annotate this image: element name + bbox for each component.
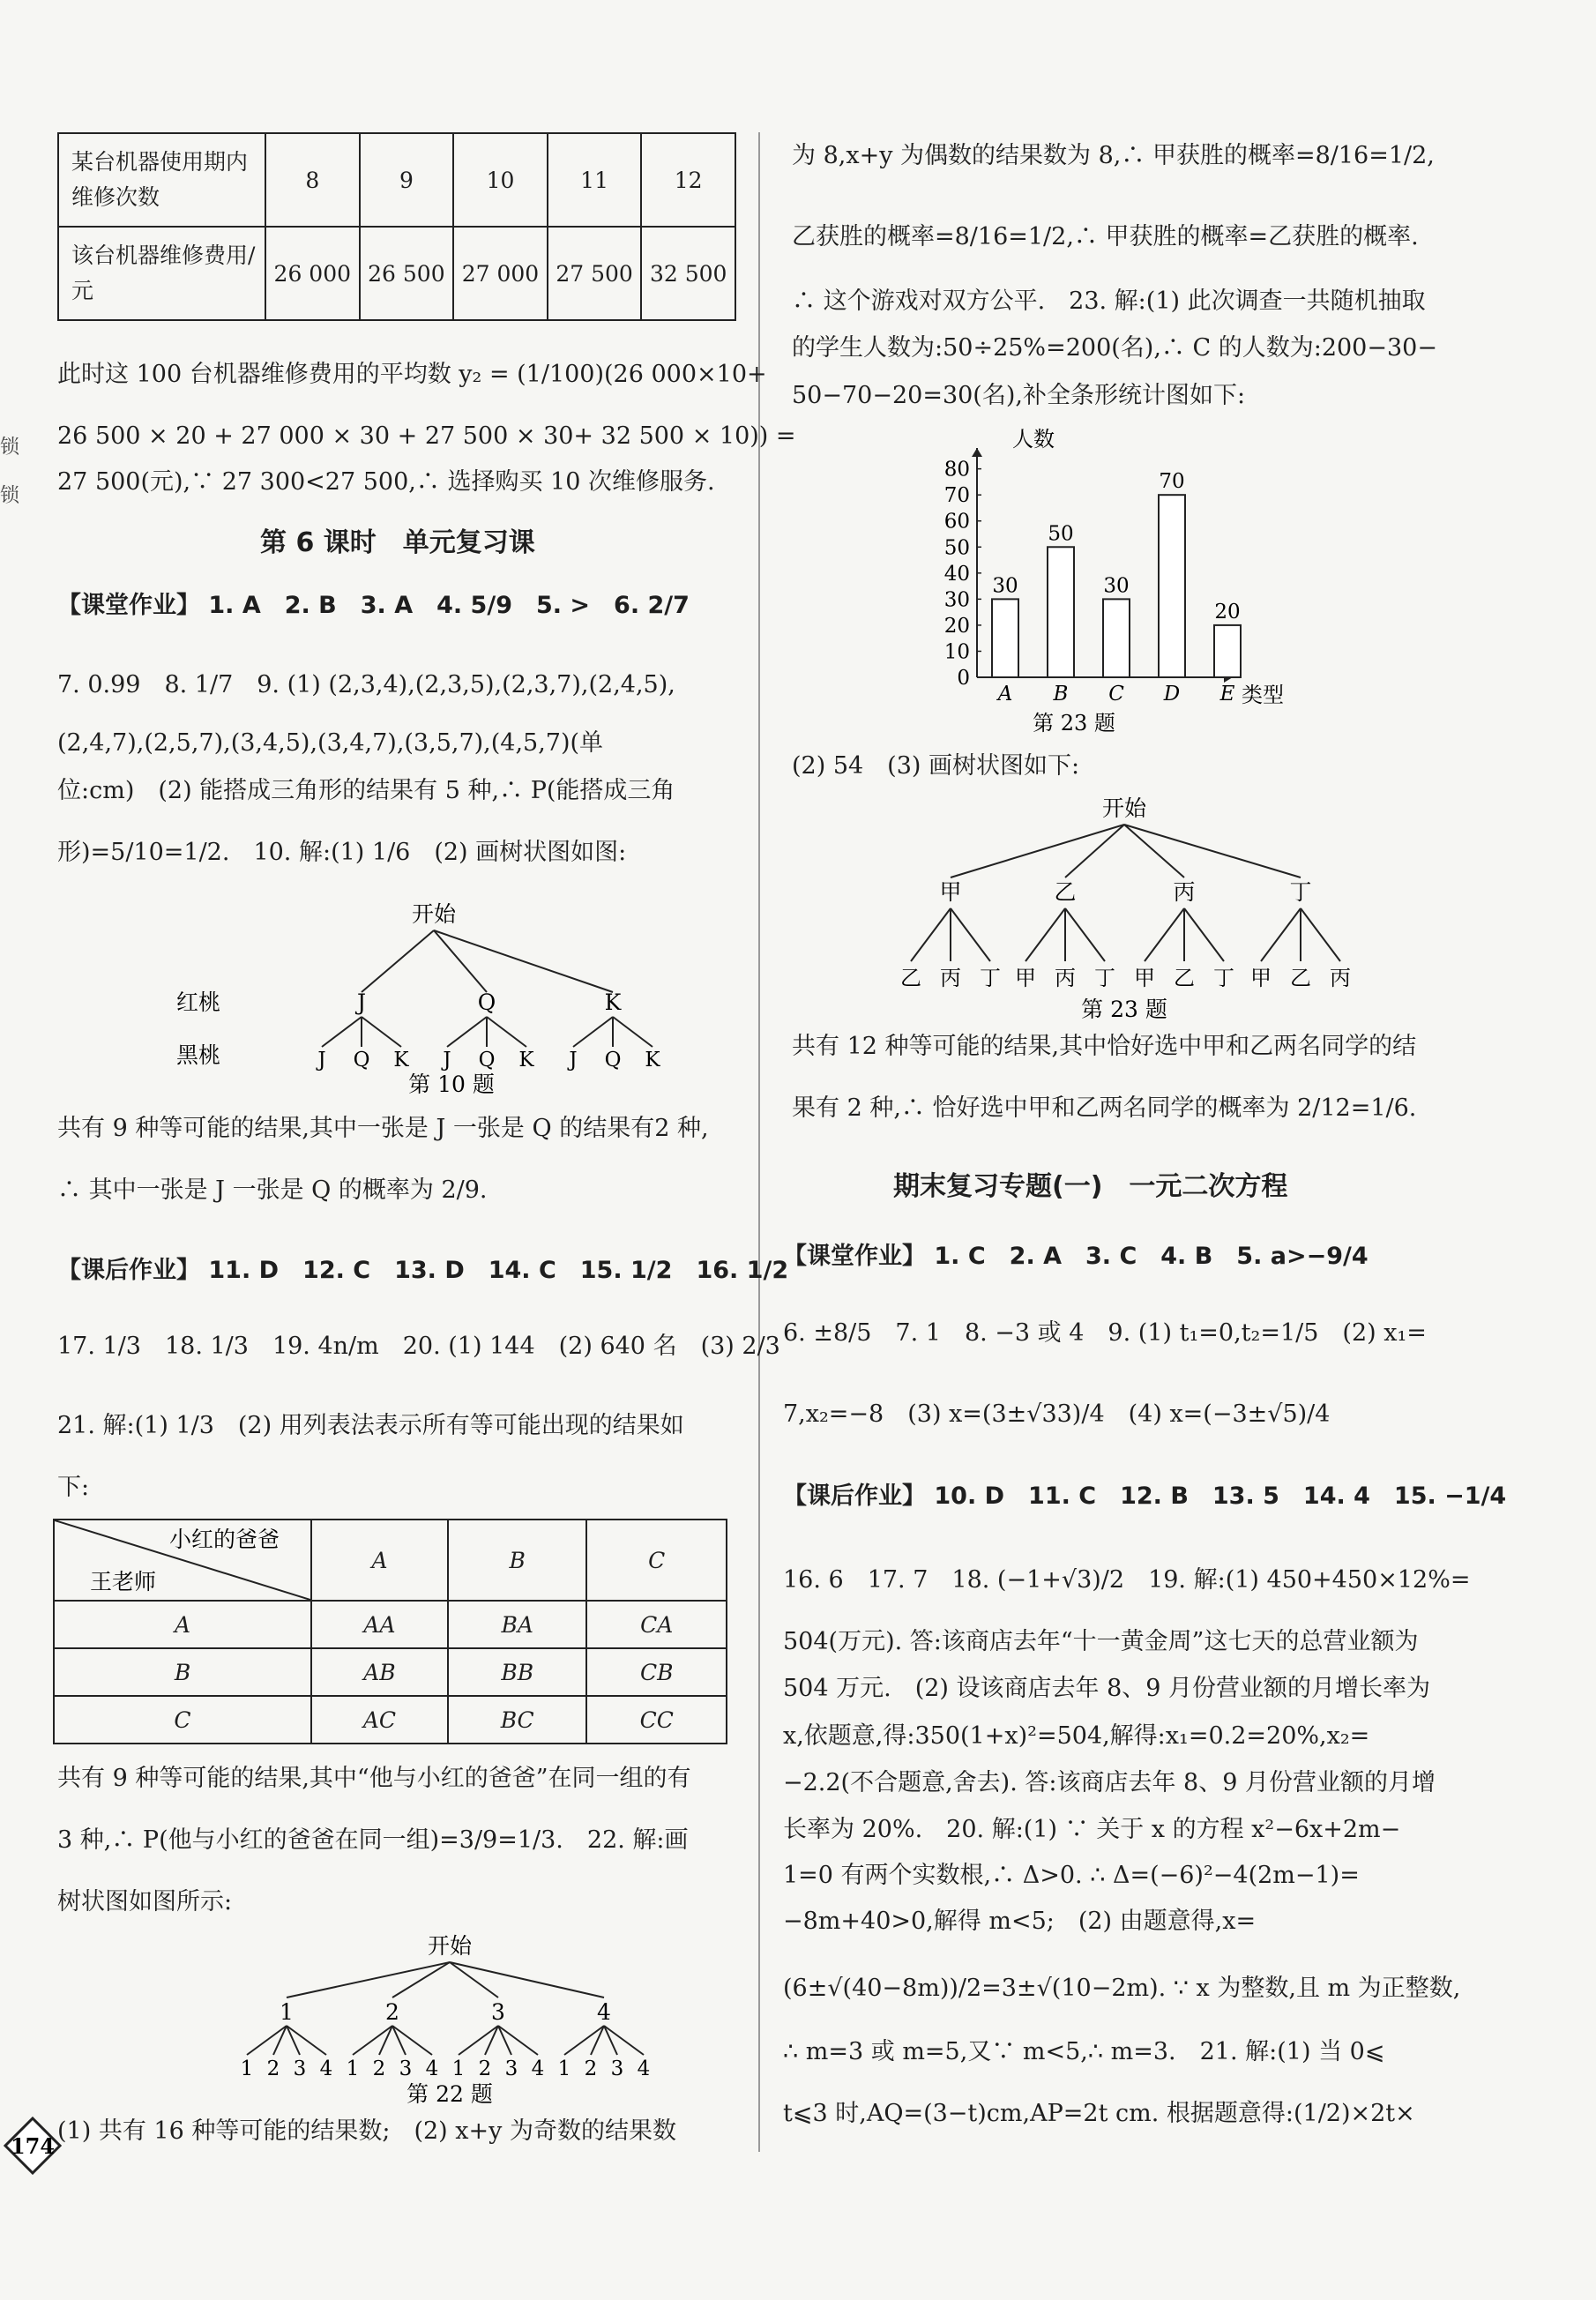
tree-node-level1: 4 [597, 1999, 611, 2025]
tree-node-level2: 3 [293, 2057, 307, 2080]
bar-data-label: 30 [992, 574, 1018, 598]
text-line: 26 500 × 20 + 27 000 × 30 + 27 500 × 30+ 32 500 × 10)) = [57, 422, 796, 450]
tree-node-level2: 甲 [1134, 966, 1155, 990]
text-line: 共有 12 种等可能的结果,其中恰好选中甲和乙两名同学的结 [792, 1033, 1417, 1060]
text-line: (6±√(40−8m))/2=3±√(10−2m). ∵ x 为整数,且 m 为正整数, [783, 1975, 1461, 2002]
text-line: 共有 9 种等可能的结果,其中一张是 J 一张是 Q 的结果有2 种, [57, 1115, 709, 1142]
table-row-header: B [54, 1648, 311, 1696]
tree-branch [1124, 825, 1184, 877]
y-axis-arrow [972, 448, 982, 457]
tree-node-level1: 1 [280, 1999, 294, 2025]
y-tick-label: 10 [943, 640, 970, 664]
bar-data-label: 50 [1048, 522, 1074, 546]
margin-mark: 锁 [0, 437, 20, 459]
section-title: 第 6 课时 单元复习课 [260, 527, 535, 558]
figure-caption: 第 23 题 [1081, 997, 1167, 1022]
bar [992, 599, 1018, 677]
tree-branch [1301, 908, 1340, 961]
tree-root: 开始 [411, 901, 457, 927]
text-line: −2.2(不合题意,舍去). 答:该商店去年 8、9 月份营业额的月增 [783, 1769, 1436, 1796]
tree-node-level2: 丁 [980, 966, 1001, 990]
table-cell: BA [448, 1601, 587, 1648]
tree-node-level2: 4 [425, 2057, 439, 2080]
tree-node-level1: 丙 [1173, 879, 1196, 905]
tree-node-level2: 3 [504, 2057, 518, 2080]
tree-node-level2: K [518, 1049, 534, 1072]
text-line: (1) 共有 16 种等可能的结果数; (2) x+y 为奇数的结果数 [57, 2117, 676, 2145]
tree-node-level2: 3 [610, 2057, 624, 2080]
table-cell: AC [311, 1696, 448, 1744]
bar [1214, 625, 1241, 677]
tree-node-level1: 甲 [939, 879, 962, 905]
tree-branch [1124, 825, 1301, 877]
x-tick-label: C [1108, 683, 1124, 706]
text-line: 7,x₂=−8 (3) x=(3±√33)/4 (4) x=(−3±√5)/4 [783, 1400, 1331, 1428]
x-tick-label: B [1053, 683, 1069, 706]
y-tick-label: 30 [943, 588, 970, 612]
y-axis-label: 人数 [1012, 427, 1055, 452]
tree-node-level2: 1 [557, 2057, 571, 2080]
tree-branch [1065, 908, 1105, 961]
tree-node-level2: J [317, 1049, 326, 1072]
table-cell: 8 [265, 133, 360, 227]
tree-node-level2: 乙 [900, 966, 921, 990]
text-line: 16. 6 17. 7 18. (−1+√3)/2 19. 解:(1) 450+450×12%= [783, 1566, 1471, 1594]
section-title: 期末复习专题(一) 一元二次方程 [893, 1171, 1288, 1202]
tree-node-level2: 3 [399, 2057, 413, 2080]
text-line: 【课后作业】 10. D 11. C 12. B 13. 5 14. 4 15. −1/4 [783, 1482, 1507, 1510]
table-col-header: A [311, 1520, 448, 1601]
text-line: 的学生人数为:50÷25%=200(名),∴ C 的人数为:200−30− [792, 334, 1437, 362]
y-tick-label: 40 [943, 562, 970, 586]
tree-node-level2: 甲 [1250, 966, 1272, 990]
tree-node-level2: 乙 [1174, 966, 1195, 990]
text-line: x,依题意,得:350(1+x)²=504,解得:x₁=0.2=20%,x₂= [783, 1722, 1370, 1750]
tree-branch [392, 1962, 450, 1998]
tree-branch [911, 908, 951, 961]
table-cell: 12 [641, 133, 735, 227]
tree-node-level2: 2 [584, 2057, 598, 2080]
text-line: 504 万元. (2) 设该商店去年 8、9 月份营业额的月增长率为 [783, 1675, 1431, 1702]
tree-diagram-22 [176, 1927, 688, 2112]
tree-node-level2: 丁 [1094, 966, 1115, 990]
tree-node-level2: 1 [451, 2057, 466, 2080]
text-line: ∴ 其中一张是 J 一张是 Q 的概率为 2/9. [57, 1176, 488, 1204]
table-cell: 26 500 [360, 227, 454, 320]
tree-node-level2: 4 [319, 2057, 333, 2080]
tree-branch [322, 1017, 362, 1047]
table-cell: 27 500 [548, 227, 642, 320]
bar-data-label: 70 [1159, 470, 1185, 494]
table-row-header: 该台机器维修费用/元 [58, 227, 265, 320]
table-cell: 9 [360, 133, 454, 227]
table-row-header: 某台机器使用期内维修次数 [58, 133, 265, 227]
text-line: 17. 1/3 18. 1/3 19. 4n/m 20. (1) 144 (2) 640 名 (3) 2/3 [57, 1333, 780, 1360]
tree-node-level2: 1 [346, 2057, 360, 2080]
tree-branch [951, 825, 1124, 877]
tree-branch [573, 1017, 613, 1047]
text-line: 形)=5/10=1/2. 10. 解:(1) 1/6 (2) 画树状图如图: [57, 839, 627, 866]
tree-node-level2: Q [604, 1049, 622, 1072]
y-tick-label: 60 [943, 510, 970, 534]
figure-caption: 第 23 题 [1033, 711, 1115, 736]
tree-branch [1025, 908, 1065, 961]
table-col-header: B [448, 1520, 587, 1601]
table-cell: BC [448, 1696, 587, 1744]
text-line: 此时这 100 台机器维修费用的平均数 y₂ = (1/100)(26 000×10+ [57, 361, 767, 388]
tree-node-level2: K [645, 1049, 660, 1072]
text-line: 乙获胜的概率=8/16=1/2,∴ 甲获胜的概率=乙获胜的概率. [792, 223, 1419, 250]
tree-branch [447, 1017, 487, 1047]
table-cell: 10 [453, 133, 548, 227]
tree-root: 开始 [1101, 795, 1147, 821]
tree-branch [487, 1017, 526, 1047]
text-line: 树状图如图所示: [57, 1888, 233, 1915]
tree-branch [613, 1017, 653, 1047]
tree-level-label: 红桃 [176, 989, 221, 1015]
text-line: 50−70−20=30(名),补全条形统计图如下: [792, 382, 1246, 409]
text-line: 【课堂作业】 1. C 2. A 3. C 4. B 5. a>−9/4 [783, 1243, 1369, 1270]
text-line: (2,4,7),(2,5,7),(3,4,5),(3,4,7),(3,5,7),(4,5,7)(单 [57, 729, 604, 757]
page-number: 174 [10, 2133, 56, 2159]
tree-node-level2: 丙 [1055, 966, 1076, 990]
repair-cost-table [57, 132, 736, 321]
tree-node-level2: 2 [266, 2057, 280, 2080]
bar-data-label: 30 [1103, 574, 1130, 598]
table-cell: AB [311, 1648, 448, 1696]
table-row-header: A [54, 1601, 311, 1648]
bar [1103, 599, 1130, 677]
tree-branch [1065, 825, 1124, 877]
tree-root: 开始 [427, 1933, 473, 1959]
text-line: 为 8,x+y 为偶数的结果数为 8,∴ 甲获胜的概率=8/16=1/2, [792, 142, 1435, 169]
tree-node-level2: 2 [372, 2057, 386, 2080]
text-line: −8m+40>0,解得 m<5; (2) 由题意得,x= [783, 1908, 1257, 1935]
text-line: 果有 2 种,∴ 恰好选中甲和乙两名同学的概率为 2/12=1/6. [792, 1094, 1417, 1122]
tree-branch [362, 1017, 401, 1047]
corner-top-label: 小红的爸爸 [169, 1527, 280, 1552]
text-line: t⩽3 时,AQ=(3−t)cm,AP=2t cm. 根据题意得:(1/2)×2t× [783, 2100, 1415, 2127]
tree-node-level2: 甲 [1015, 966, 1036, 990]
table-cell: 32 500 [641, 227, 735, 320]
tree-level-label: 黑桃 [176, 1042, 221, 1068]
tree-node-level2: 4 [531, 2057, 545, 2080]
table-cell: CC [586, 1696, 727, 1744]
x-axis-label: 类型 [1242, 683, 1284, 707]
tree-node-level1: 丁 [1289, 879, 1312, 905]
tree-node-level2: 乙 [1290, 966, 1311, 990]
bar-chart [924, 422, 1294, 739]
tree-node-level1: J [356, 989, 367, 1015]
tree-node-level2: 丙 [1330, 966, 1351, 990]
table-row-header: C [54, 1696, 311, 1744]
bar [1159, 495, 1185, 677]
text-line: 位:cm) (2) 能搭成三角形的结果有 5 种,∴ P(能搭成三角 [57, 777, 675, 804]
table-cell: BB [448, 1648, 587, 1696]
tree-branch [1184, 908, 1224, 961]
figure-caption: 第 10 题 [408, 1072, 495, 1097]
tree-node-level1: Q [477, 989, 496, 1015]
tree-branch [951, 908, 990, 961]
text-line: (2) 54 (3) 画树状图如下: [792, 752, 1080, 780]
tree-diagram-10 [176, 895, 705, 1107]
text-line: 1=0 有两个实数根,∴ Δ>0. ∴ Δ=(−6)²−4(2m−1)= [783, 1862, 1360, 1889]
table-cell: 27 000 [453, 227, 548, 320]
tree-node-level1: 乙 [1054, 879, 1077, 905]
tree-node-level1: 2 [385, 1999, 399, 2025]
y-tick-label: 80 [943, 458, 970, 482]
text-line: 【课堂作业】 1. A 2. B 3. A 4. 5/9 5. > 6. 2/7 [57, 592, 690, 619]
table-cell: CA [586, 1601, 727, 1648]
table-cell: AA [311, 1601, 448, 1648]
tree-node-level2: 2 [478, 2057, 492, 2080]
tree-node-level2: 丁 [1213, 966, 1234, 990]
pairing-table [53, 1519, 727, 1744]
table-cell: 26 000 [265, 227, 360, 320]
y-tick-label: 0 [957, 667, 970, 690]
tree-node-level2: J [569, 1049, 578, 1072]
text-line: 下: [57, 1474, 90, 1501]
margin-mark: 锁 [0, 485, 20, 507]
text-line: ∴ m=3 或 m=5,又∵ m<5,∴ m=3. 21. 解:(1) 当 0⩽ [783, 2038, 1385, 2065]
tree-node-level2: Q [353, 1049, 370, 1072]
tree-diagram-23 [893, 789, 1352, 1027]
text-line: 7. 0.99 8. 1/7 9. (1) (2,3,4),(2,3,5),(2,3,7),(2,4,5), [57, 671, 675, 698]
bar-data-label: 20 [1214, 600, 1241, 624]
x-tick-label: D [1163, 683, 1181, 706]
corner-bottom-label: 王老师 [90, 1569, 157, 1594]
tree-node-level1: K [604, 989, 622, 1015]
tree-node-level2: K [393, 1049, 409, 1072]
y-tick-label: 20 [943, 614, 970, 638]
tree-node-level2: 丙 [940, 966, 961, 990]
page-number-badge [4, 2117, 62, 2175]
text-line: 504(万元). 答:该商店去年“十一黄金周”这七天的总营业额为 [783, 1628, 1419, 1655]
y-tick-label: 70 [943, 484, 970, 508]
tree-branch [1145, 908, 1184, 961]
tree-node-level1: 3 [491, 1999, 505, 2025]
tree-node-level2: Q [478, 1049, 496, 1072]
table-col-header: C [586, 1520, 727, 1601]
text-line: ∴ 这个游戏对双方公平. 23. 解:(1) 此次调查一共随机抽取 [792, 288, 1426, 315]
text-line: 共有 9 种等可能的结果,其中“他与小红的爸爸”在同一组的有 [57, 1765, 691, 1792]
tree-node-level2: 4 [637, 2057, 651, 2080]
table-corner-cell [54, 1520, 311, 1601]
tree-branch [1261, 908, 1301, 961]
x-tick-label: E [1219, 683, 1235, 706]
bar [1048, 547, 1074, 677]
text-line: 27 500(元),∵ 27 300<27 500,∴ 选择购买 10 次维修服务. [57, 468, 715, 496]
y-tick-label: 50 [943, 536, 970, 560]
text-line: 6. ±8/5 7. 1 8. −3 或 4 9. (1) t₁=0,t₂=1/5 (2) x₁= [783, 1319, 1427, 1347]
text-line: 21. 解:(1) 1/3 (2) 用列表法表示所有等可能出现的结果如 [57, 1412, 684, 1439]
table-cell: CB [586, 1648, 727, 1696]
text-line: 3 种,∴ P(他与小红的爸爸在同一组)=3/9=1/3. 22. 解:画 [57, 1826, 689, 1854]
table-cell: 11 [548, 133, 642, 227]
tree-node-level2: J [443, 1049, 451, 1072]
x-tick-label: A [997, 683, 1013, 706]
text-line: 长率为 20%. 20. 解:(1) ∵ 关于 x 的方程 x²−6x+2m− [783, 1816, 1401, 1843]
figure-caption: 第 22 题 [406, 2081, 493, 2107]
tree-branch [287, 1962, 450, 1998]
tree-node-level2: 1 [240, 2057, 254, 2080]
text-line: 【课后作业】 11. D 12. C 13. D 14. C 15. 1/2 16. 1/2 [57, 1257, 789, 1284]
